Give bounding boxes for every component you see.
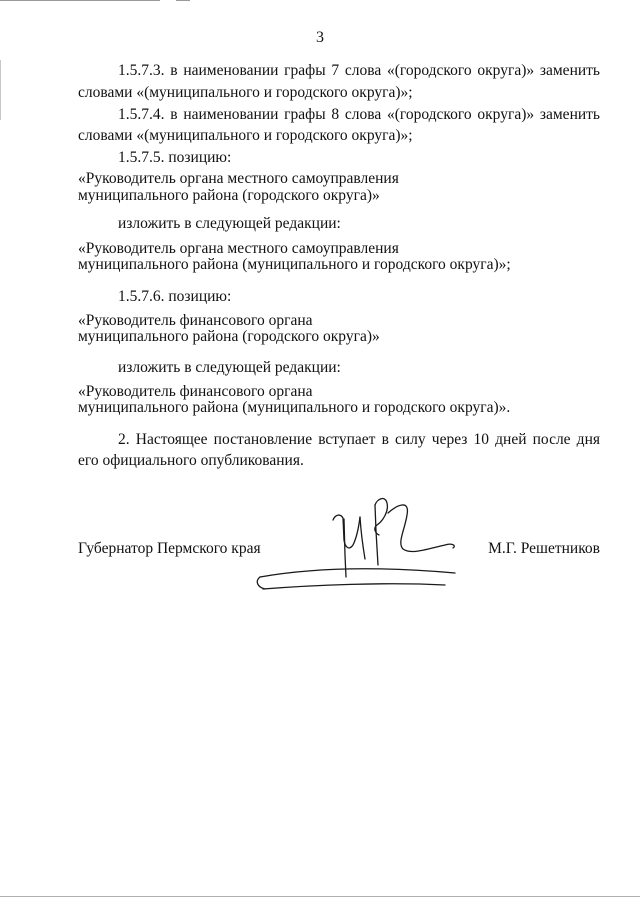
quote-2-line-2: муниципального района (муниципального и городского округа)»; <box>78 256 511 273</box>
page-number: 3 <box>316 29 324 46</box>
signatory-name: М.Г. Решетников <box>488 540 600 557</box>
paragraph-1-5-7-3-line-1: 1.5.7.3. в наименовании графы 7 слова «(городского округа)» заменить <box>118 62 600 79</box>
paragraph-1-5-7-6: 1.5.7.6. позицию: <box>118 288 232 305</box>
scan-edge-top-fragment <box>176 0 190 1</box>
quote-3-line-1: «Руководитель финансового органа <box>78 312 313 329</box>
quote-4-line-2: муниципального района (муниципального и городского округа)». <box>78 399 511 416</box>
paragraph-2-line-2: его официального опубликования. <box>78 452 304 469</box>
handwritten-signature <box>245 485 465 600</box>
paragraph-2-line-1: 2. Настоящее постановление вступает в силу через 10 дней после дня <box>118 431 600 448</box>
scan-edge-bottom <box>0 896 640 897</box>
quote-1-line-2: муниципального района (городского округа)» <box>78 187 380 204</box>
scan-edge-top <box>0 0 160 1</box>
scan-edge-left <box>0 60 1 120</box>
quote-2-line-1: «Руководитель органа местного самоуправления <box>78 240 399 257</box>
signatory-position: Губернатор Пермского края <box>78 540 261 557</box>
redaction-label-2: изложить в следующей редакции: <box>118 359 341 376</box>
quote-4-line-1: «Руководитель финансового органа <box>78 383 313 400</box>
redaction-label-1: изложить в следующей редакции: <box>118 215 341 232</box>
paragraph-1-5-7-4-line-1: 1.5.7.4. в наименовании графы 8 слова «(городского округа)» заменить <box>118 106 600 123</box>
paragraph-1-5-7-5: 1.5.7.5. позицию: <box>118 149 232 166</box>
quote-3-line-2: муниципального района (городского округа)» <box>78 328 380 345</box>
paragraph-1-5-7-4-line-2: словами «(муниципального и городского округа)»; <box>78 127 413 144</box>
quote-1-line-1: «Руководитель органа местного самоуправления <box>78 170 399 187</box>
paragraph-1-5-7-3-line-2: словами «(муниципального и городского округа)»; <box>78 84 413 101</box>
